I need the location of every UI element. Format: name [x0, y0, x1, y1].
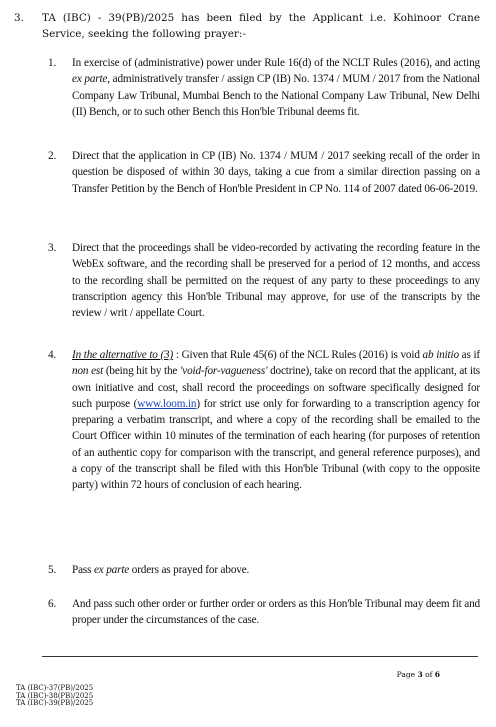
page-of: of [425, 670, 433, 679]
prayer-item-number: 6. [48, 598, 57, 610]
text-run: ) for strict use only for forwarding to a transcription agency for preparing a verbatim transcript, and where a copy of the recording shall be emailed to the Court Officer within 10 minutes of the termination of each hearing (for purposes of retention of an authentic copy for comparison with the transcript, and general reference purposes), and a copy of the transcript shall be filed with this Hon'ble Tribunal (with copy to the opposite party) within 72 hours of conclusion of each hearing. [72, 397, 480, 492]
paragraph-3 [14, 10, 480, 42]
page-number [397, 670, 440, 679]
text-run: In exercise of (administrative) power under Rule 16(d) of the NCLT Rules (2016), and acting [72, 57, 480, 69]
text-run: Pass [72, 564, 94, 576]
text-run: (being hit by the [103, 365, 181, 378]
prayer-item-1 [48, 55, 480, 120]
prayer-item-5 [48, 562, 480, 578]
page-total: 6 [434, 670, 440, 679]
text-run: : Given that Rule 45(6) of the NCL Rules (2016) is void [173, 349, 423, 361]
prayer-item-4 [48, 347, 480, 494]
italic-phrase: ex parte [72, 73, 108, 86]
underlined-phrase: In the alternative to (3) [72, 349, 174, 361]
italic-phrase: 'void-for-vagueness' [180, 365, 268, 378]
case-ref: TA (IBC)-37(PB)/2025 [16, 684, 94, 692]
italic-phrase: ex parte [93, 564, 130, 576]
prayer-item-2 [48, 148, 480, 197]
website-link[interactable]: www.loom.in [137, 397, 197, 410]
prayer-item-number: 4. [48, 349, 57, 361]
prayer-item-6 [48, 596, 480, 629]
prayer-item-number: 3. [48, 242, 57, 254]
prayer-item-text [72, 240, 480, 321]
text-run: Direct that the application in CP (IB) No. 1374 / MUM / 2017 seeking recall of the order in question be disposed of within 30 days, taking a cue from a similar direction passing on a Transfer Petition by the Bench of Hon'ble President in CP No. 114 of 2007 dated 06-06-2019. [72, 150, 480, 195]
case-references [16, 685, 93, 708]
italic-phrase: non est [72, 365, 104, 378]
text-run: Direct that the proceedings shall be video-recorded by activating the recording feature in the WebEx software, and the recording shall be preserved for a period of 12 months, and access to the recording shall be permitted on the request of any party to these proceedings to any transcription agency this Hon'ble Tribunal may approve, for use of the transcripts by the review / writ / appellate Court. [72, 242, 480, 320]
text-run: as if [458, 349, 480, 361]
prayer-item-number: 2. [48, 150, 57, 162]
case-ref: TA (IBC)-39(PB)/2025 [16, 699, 94, 708]
page-current: 3 [417, 670, 423, 679]
prayer-item-3 [48, 240, 480, 321]
prayer-item-text [72, 148, 480, 197]
text-run: doctrine), take on record that the applicant, at its own initiative and cost, shall record the proceedings on software specifically designed for such purpose ( [72, 365, 480, 410]
prayer-item-text [72, 347, 480, 494]
prayer-item-text [72, 562, 480, 578]
paragraph-text: TA (IBC) - 39(PB)/2025 has been filed by the Applicant i.e. Kohinoor Crane Service, seeking the following prayer:- [42, 12, 480, 40]
text-run: , administratively transfer / assign CP (IB) No. 1374 / MUM / 2017 from the National Company Law Tribunal, Mumbai Bench to the National Company Law Tribunal, New Delhi (II) Bench, or to such other Bench this Hon'ble Tribunal deems fit. [72, 73, 480, 118]
prayer-item-text [72, 596, 480, 629]
prayer-item-number: 5. [48, 564, 57, 576]
case-ref: TA (IBC)-38(PB)/2025 [16, 691, 94, 700]
italic-phrase: ab initio [422, 349, 459, 361]
paragraph-number: 3. [14, 12, 24, 24]
footer-divider [42, 656, 478, 657]
prayer-item-number: 1. [48, 57, 57, 69]
page-label: Page [396, 670, 416, 679]
text-run: orders as prayed for above. [129, 564, 250, 576]
text-run: And pass such other order or further order or orders as this Hon'ble Tribunal may deem fit and proper under the circumstances of the case. [72, 598, 480, 627]
prayer-item-text [72, 55, 480, 120]
